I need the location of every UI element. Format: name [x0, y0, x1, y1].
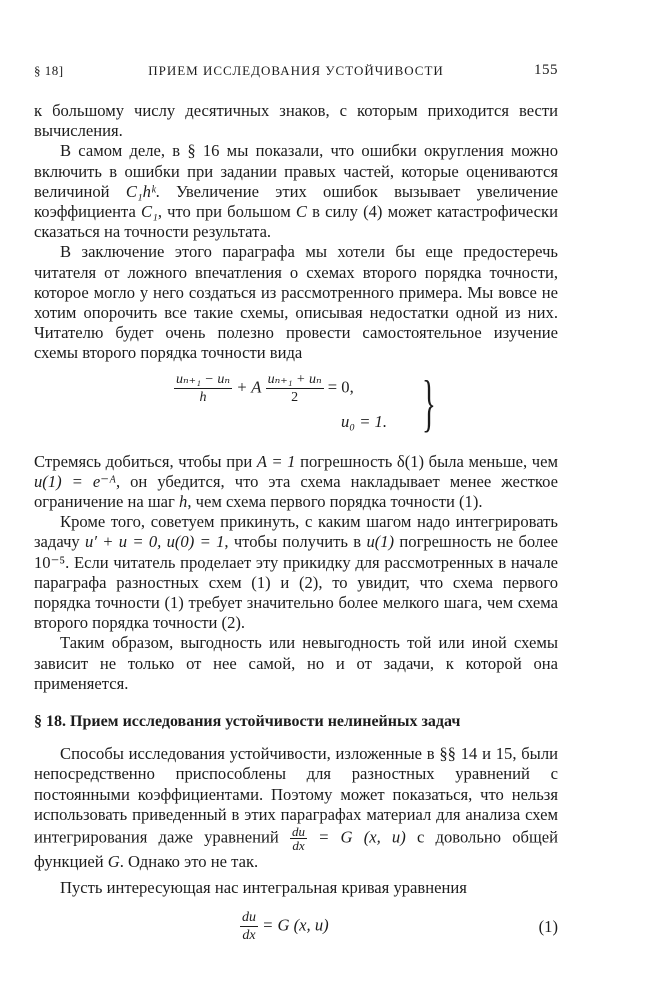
scheme-equation [174, 371, 354, 406]
paragraph-5: Кроме того, советуем прикинуть, с каким шагом надо интегрировать задачу u′ + u = 0, u(0) = 1, чтобы получить в u(1) погрешность не более 10⁻⁵. Если читатель проделает эту прикидку для рассмотренных в начале параграфа разностных схем (1) и (2), то увидит, что схема первого порядка точности (1) требует значительно более мелкого шага, чем схема второго порядка точности (2). [34, 512, 558, 633]
math-C: C [295, 202, 307, 222]
paragraph-7: Способы исследования устойчивости, изложенные в §§ 14 и 15, были непосредственно приспособлены для разностных уравнений с постоянными коэффициентами. Поэтому может показаться, что нельзя использовать приведенный в этих параграфах материал для анализа схем интегрирования даже уравнений $\frac{du}{dx}$ = G (x, u) с довольно общей функцией G. Однако это не так. [34, 744, 559, 872]
fraction-du-dx-display: $\frac{du}{dx}$ [242, 909, 256, 943]
fraction-difference: $\frac{\text{uₙ₊₁ − uₙ}}{h}$ [176, 371, 231, 405]
paragraph-3: В заключение этого параграфа мы хотели бы еще предостеречь читателя от ложного впечатления о схемах второго порядка точности, которое могло у него создаться из рассмотренного примера. Мы вовсе не хотим опорочить все такие схемы, описывая недостатки одной из них. Читателю будет очень полезно провести самостоятельное изучение схемы второго порядка точности вида [34, 242, 558, 363]
page-number: 155 [534, 62, 558, 78]
difference-scheme-system [34, 367, 558, 449]
fraction-average: $\frac{\text{uₙ₊₁ + uₙ}}{2}$ [267, 371, 322, 405]
paragraph-6: Таким образом, выгодность или невыгодность той или иной схемы зависит не только от нее самой, но и от задачи, к которой она применяется. [34, 633, 558, 693]
section-heading: § 18. Прием исследования устойчивости нелинейных задач [34, 713, 461, 731]
running-header [34, 63, 558, 83]
paragraph-2: В самом деле, в § 16 мы показали, что ошибки округления можно включить в ошибки при задании правых частей, которые оцениваются величиной C₁hᵏ. Увеличение этих ошибок вызывает увеличение коэффициента C₁, что при большом C в силу (4) может катастрофически сказаться на точности результата. [34, 141, 559, 242]
fraction-du-dx: $\frac{du}{dx}$ [291, 824, 305, 854]
right-brace: } [422, 366, 436, 438]
paragraph-8: Пусть интересующая нас интегральная кривая уравнения [60, 878, 467, 898]
math-c1: C₁ [141, 202, 158, 222]
page-body [34, 101, 558, 955]
equals-zero: = 0, [327, 376, 354, 396]
paragraph-1: к большому числу десятичных знаков, с которым приходится вести вычисления. [34, 101, 558, 141]
equation-rhs: = G (x, u) [262, 914, 329, 934]
equation-1 [34, 907, 558, 955]
plus-A: + A [236, 376, 262, 396]
math-c1hk: C₁hᵏ [125, 181, 156, 201]
header-section: § 18] [34, 63, 64, 78]
paragraph-4: Стремясь добиться, чтобы при A = 1 погрешность δ(1) была меньше, чем u(1) = e⁻ᴬ, он убедится, что эта схема накладывает менее жесткое ограничение на шаг h, чем схема первого порядка точности (1). [34, 451, 558, 512]
header-title: ПРИЕМ ИССЛЕДОВАНИЯ УСТОЙЧИВОСТИ [148, 63, 444, 78]
initial-condition: u₀ = 1. [341, 411, 388, 431]
equation-number: (1) [538, 916, 558, 936]
